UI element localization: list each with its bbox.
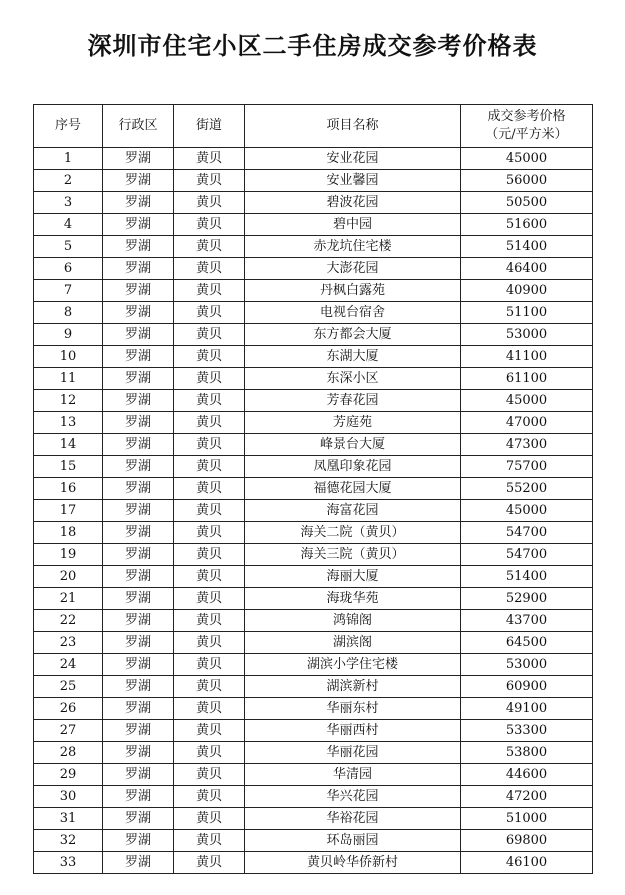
cell-index: 31 xyxy=(34,808,103,830)
cell-district: 罗湖 xyxy=(103,324,174,346)
cell-street: 黄贝 xyxy=(174,588,245,610)
cell-index: 9 xyxy=(34,324,103,346)
cell-price: 51100 xyxy=(461,302,593,324)
cell-street: 黄贝 xyxy=(174,786,245,808)
header-district: 行政区 xyxy=(103,105,174,148)
cell-price: 47000 xyxy=(461,412,593,434)
cell-price: 43700 xyxy=(461,610,593,632)
cell-street: 黄贝 xyxy=(174,500,245,522)
cell-price: 51400 xyxy=(461,566,593,588)
cell-price: 61100 xyxy=(461,368,593,390)
cell-index: 6 xyxy=(34,258,103,280)
cell-district: 罗湖 xyxy=(103,852,174,874)
cell-district: 罗湖 xyxy=(103,632,174,654)
cell-index: 27 xyxy=(34,720,103,742)
table-row xyxy=(34,478,593,500)
cell-district: 罗湖 xyxy=(103,478,174,500)
table-row xyxy=(34,676,593,698)
cell-street: 黄贝 xyxy=(174,566,245,588)
table-row xyxy=(34,720,593,742)
cell-street: 黄贝 xyxy=(174,302,245,324)
cell-district: 罗湖 xyxy=(103,566,174,588)
cell-price: 55200 xyxy=(461,478,593,500)
cell-project-name: 华裕花园 xyxy=(245,808,461,830)
table-body xyxy=(34,148,593,874)
table-row xyxy=(34,170,593,192)
table-row xyxy=(34,236,593,258)
cell-price: 47200 xyxy=(461,786,593,808)
cell-index: 26 xyxy=(34,698,103,720)
cell-district: 罗湖 xyxy=(103,786,174,808)
cell-project-name: 凤凰印象花园 xyxy=(245,456,461,478)
cell-price: 56000 xyxy=(461,170,593,192)
table-header-row xyxy=(34,105,593,148)
cell-price: 41100 xyxy=(461,346,593,368)
cell-project-name: 湖滨新村 xyxy=(245,676,461,698)
cell-index: 19 xyxy=(34,544,103,566)
cell-district: 罗湖 xyxy=(103,258,174,280)
table-row xyxy=(34,786,593,808)
cell-index: 22 xyxy=(34,610,103,632)
cell-street: 黄贝 xyxy=(174,478,245,500)
table-row xyxy=(34,258,593,280)
cell-district: 罗湖 xyxy=(103,434,174,456)
cell-street: 黄贝 xyxy=(174,390,245,412)
cell-index: 10 xyxy=(34,346,103,368)
cell-street: 黄贝 xyxy=(174,852,245,874)
table-row xyxy=(34,434,593,456)
table-row xyxy=(34,742,593,764)
cell-price: 52900 xyxy=(461,588,593,610)
header-project-name: 项目名称 xyxy=(245,105,461,148)
cell-index: 20 xyxy=(34,566,103,588)
cell-index: 21 xyxy=(34,588,103,610)
cell-project-name: 海珑华苑 xyxy=(245,588,461,610)
cell-price: 53000 xyxy=(461,324,593,346)
cell-index: 14 xyxy=(34,434,103,456)
table-row xyxy=(34,764,593,786)
cell-project-name: 东湖大厦 xyxy=(245,346,461,368)
table-row xyxy=(34,544,593,566)
table-row xyxy=(34,654,593,676)
cell-project-name: 芳春花园 xyxy=(245,390,461,412)
cell-district: 罗湖 xyxy=(103,148,174,170)
cell-project-name: 海关三院（黄贝） xyxy=(245,544,461,566)
cell-project-name: 峰景台大厦 xyxy=(245,434,461,456)
cell-price: 75700 xyxy=(461,456,593,478)
cell-project-name: 东深小区 xyxy=(245,368,461,390)
table-row xyxy=(34,324,593,346)
table-row xyxy=(34,566,593,588)
cell-district: 罗湖 xyxy=(103,456,174,478)
cell-street: 黄贝 xyxy=(174,676,245,698)
cell-price: 40900 xyxy=(461,280,593,302)
header-price-line2: （元/平方米） xyxy=(485,127,568,142)
cell-district: 罗湖 xyxy=(103,368,174,390)
cell-street: 黄贝 xyxy=(174,324,245,346)
cell-price: 47300 xyxy=(461,434,593,456)
table-row xyxy=(34,214,593,236)
cell-index: 5 xyxy=(34,236,103,258)
table-row xyxy=(34,456,593,478)
cell-index: 15 xyxy=(34,456,103,478)
cell-project-name: 碧波花园 xyxy=(245,192,461,214)
cell-district: 罗湖 xyxy=(103,236,174,258)
cell-project-name: 华丽西村 xyxy=(245,720,461,742)
cell-district: 罗湖 xyxy=(103,720,174,742)
cell-price: 60900 xyxy=(461,676,593,698)
cell-price: 49100 xyxy=(461,698,593,720)
cell-street: 黄贝 xyxy=(174,808,245,830)
cell-street: 黄贝 xyxy=(174,258,245,280)
cell-street: 黄贝 xyxy=(174,522,245,544)
cell-street: 黄贝 xyxy=(174,610,245,632)
cell-project-name: 湖滨小学住宅楼 xyxy=(245,654,461,676)
table-row xyxy=(34,610,593,632)
cell-index: 28 xyxy=(34,742,103,764)
cell-district: 罗湖 xyxy=(103,830,174,852)
cell-index: 1 xyxy=(34,148,103,170)
cell-price: 53300 xyxy=(461,720,593,742)
cell-project-name: 海富花园 xyxy=(245,500,461,522)
page-title: 深圳市住宅小区二手住房成交参考价格表 xyxy=(87,32,538,60)
cell-price: 54700 xyxy=(461,544,593,566)
cell-project-name: 福德花园大厦 xyxy=(245,478,461,500)
cell-street: 黄贝 xyxy=(174,148,245,170)
cell-street: 黄贝 xyxy=(174,434,245,456)
cell-district: 罗湖 xyxy=(103,588,174,610)
cell-project-name: 赤龙坑住宅楼 xyxy=(245,236,461,258)
cell-district: 罗湖 xyxy=(103,808,174,830)
cell-district: 罗湖 xyxy=(103,610,174,632)
table-row xyxy=(34,346,593,368)
cell-street: 黄贝 xyxy=(174,368,245,390)
cell-price: 53000 xyxy=(461,654,593,676)
cell-street: 黄贝 xyxy=(174,346,245,368)
cell-index: 12 xyxy=(34,390,103,412)
cell-project-name: 华丽花园 xyxy=(245,742,461,764)
cell-district: 罗湖 xyxy=(103,346,174,368)
table-row xyxy=(34,632,593,654)
cell-street: 黄贝 xyxy=(174,764,245,786)
cell-district: 罗湖 xyxy=(103,544,174,566)
cell-price: 69800 xyxy=(461,830,593,852)
cell-district: 罗湖 xyxy=(103,390,174,412)
table-row xyxy=(34,698,593,720)
table-row xyxy=(34,830,593,852)
price-table xyxy=(33,104,593,874)
header-index: 序号 xyxy=(34,105,103,148)
cell-street: 黄贝 xyxy=(174,214,245,236)
table-row xyxy=(34,588,593,610)
cell-project-name: 华丽东村 xyxy=(245,698,461,720)
table-row xyxy=(34,808,593,830)
cell-district: 罗湖 xyxy=(103,522,174,544)
cell-street: 黄贝 xyxy=(174,720,245,742)
header-price-line1: 成交参考价格 xyxy=(487,109,566,124)
cell-price: 51000 xyxy=(461,808,593,830)
cell-index: 32 xyxy=(34,830,103,852)
cell-index: 11 xyxy=(34,368,103,390)
table-row xyxy=(34,412,593,434)
cell-index: 17 xyxy=(34,500,103,522)
cell-index: 4 xyxy=(34,214,103,236)
cell-project-name: 电视台宿舍 xyxy=(245,302,461,324)
table-row xyxy=(34,500,593,522)
cell-project-name: 华清园 xyxy=(245,764,461,786)
cell-index: 2 xyxy=(34,170,103,192)
cell-project-name: 海关二院（黄贝） xyxy=(245,522,461,544)
cell-index: 29 xyxy=(34,764,103,786)
cell-street: 黄贝 xyxy=(174,192,245,214)
cell-district: 罗湖 xyxy=(103,302,174,324)
cell-street: 黄贝 xyxy=(174,280,245,302)
cell-price: 45000 xyxy=(461,500,593,522)
cell-project-name: 安业馨园 xyxy=(245,170,461,192)
cell-district: 罗湖 xyxy=(103,698,174,720)
cell-district: 罗湖 xyxy=(103,170,174,192)
cell-project-name: 黄贝岭华侨新村 xyxy=(245,852,461,874)
cell-index: 18 xyxy=(34,522,103,544)
table-row xyxy=(34,390,593,412)
header-reference-price xyxy=(461,105,593,148)
table-row xyxy=(34,302,593,324)
table-row xyxy=(34,192,593,214)
cell-street: 黄贝 xyxy=(174,632,245,654)
cell-street: 黄贝 xyxy=(174,698,245,720)
table-row xyxy=(34,280,593,302)
cell-index: 33 xyxy=(34,852,103,874)
cell-index: 16 xyxy=(34,478,103,500)
cell-project-name: 安业花园 xyxy=(245,148,461,170)
cell-project-name: 丹枫白露苑 xyxy=(245,280,461,302)
cell-price: 50500 xyxy=(461,192,593,214)
cell-district: 罗湖 xyxy=(103,412,174,434)
table-row xyxy=(34,852,593,874)
cell-project-name: 湖滨阁 xyxy=(245,632,461,654)
cell-price: 45000 xyxy=(461,390,593,412)
cell-project-name: 碧中园 xyxy=(245,214,461,236)
cell-district: 罗湖 xyxy=(103,764,174,786)
cell-street: 黄贝 xyxy=(174,456,245,478)
cell-street: 黄贝 xyxy=(174,654,245,676)
cell-price: 51600 xyxy=(461,214,593,236)
cell-index: 8 xyxy=(34,302,103,324)
cell-price: 53800 xyxy=(461,742,593,764)
cell-street: 黄贝 xyxy=(174,830,245,852)
cell-index: 13 xyxy=(34,412,103,434)
cell-project-name: 大澎花园 xyxy=(245,258,461,280)
cell-price: 45000 xyxy=(461,148,593,170)
cell-index: 7 xyxy=(34,280,103,302)
cell-district: 罗湖 xyxy=(103,742,174,764)
cell-street: 黄贝 xyxy=(174,742,245,764)
cell-project-name: 东方都会大厦 xyxy=(245,324,461,346)
table-row xyxy=(34,368,593,390)
cell-index: 3 xyxy=(34,192,103,214)
cell-price: 64500 xyxy=(461,632,593,654)
cell-price: 46400 xyxy=(461,258,593,280)
cell-district: 罗湖 xyxy=(103,280,174,302)
cell-price: 51400 xyxy=(461,236,593,258)
cell-district: 罗湖 xyxy=(103,500,174,522)
cell-project-name: 芳庭苑 xyxy=(245,412,461,434)
cell-index: 30 xyxy=(34,786,103,808)
cell-district: 罗湖 xyxy=(103,192,174,214)
cell-street: 黄贝 xyxy=(174,236,245,258)
table-row xyxy=(34,148,593,170)
cell-district: 罗湖 xyxy=(103,214,174,236)
cell-street: 黄贝 xyxy=(174,412,245,434)
cell-index: 25 xyxy=(34,676,103,698)
table-row xyxy=(34,522,593,544)
cell-price: 54700 xyxy=(461,522,593,544)
cell-price: 46100 xyxy=(461,852,593,874)
cell-project-name: 海丽大厦 xyxy=(245,566,461,588)
cell-project-name: 华兴花园 xyxy=(245,786,461,808)
cell-district: 罗湖 xyxy=(103,654,174,676)
cell-street: 黄贝 xyxy=(174,170,245,192)
cell-street: 黄贝 xyxy=(174,544,245,566)
cell-project-name: 环岛丽园 xyxy=(245,830,461,852)
cell-index: 23 xyxy=(34,632,103,654)
cell-price: 44600 xyxy=(461,764,593,786)
cell-project-name: 鸿锦阁 xyxy=(245,610,461,632)
cell-index: 24 xyxy=(34,654,103,676)
header-street: 街道 xyxy=(174,105,245,148)
cell-district: 罗湖 xyxy=(103,676,174,698)
